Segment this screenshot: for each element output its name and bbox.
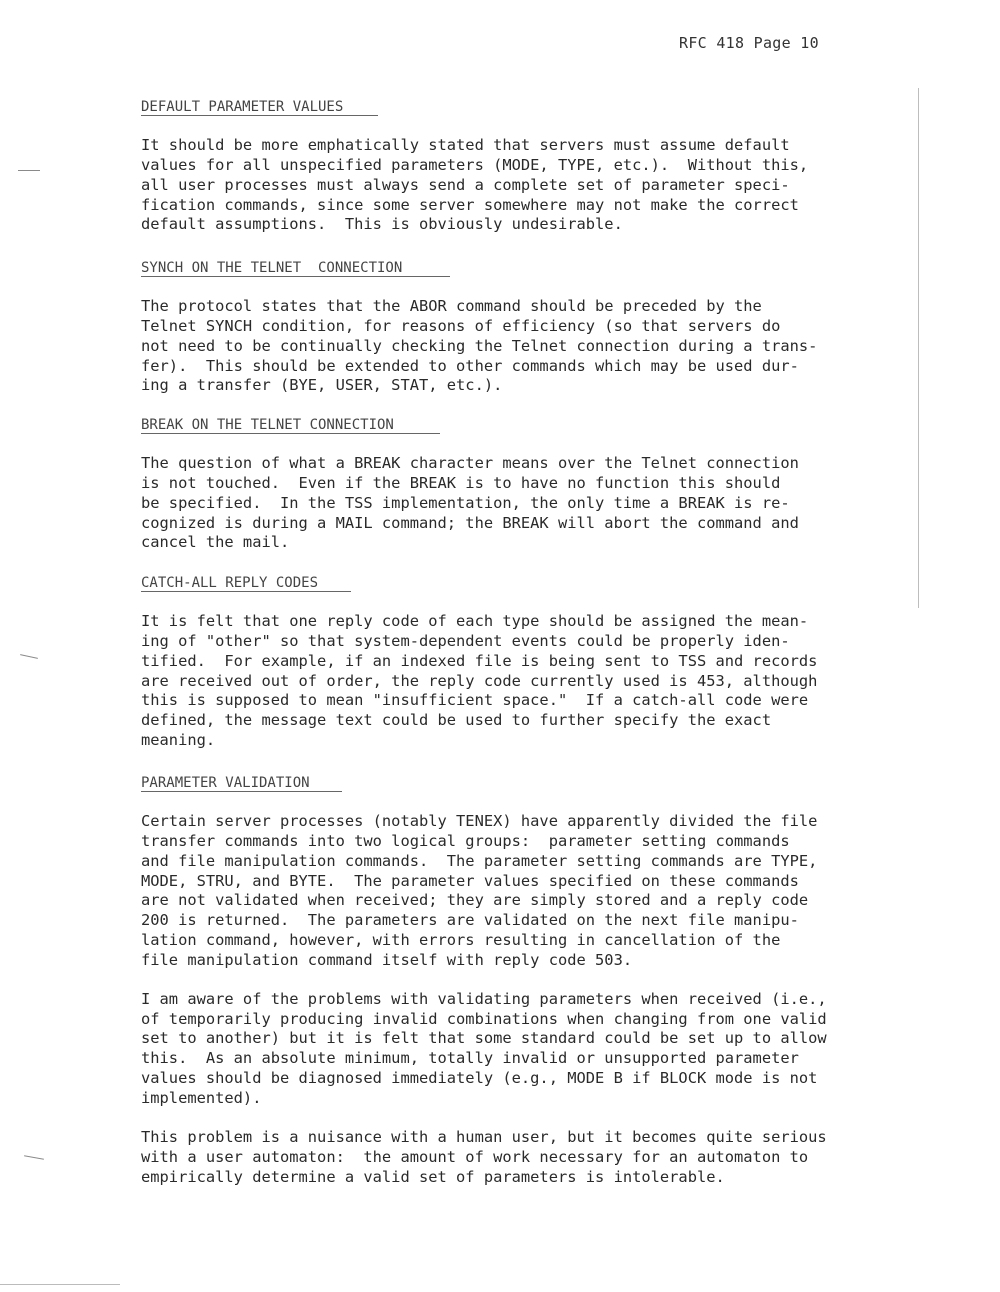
scan-mark: [24, 1155, 44, 1159]
section-synch-on-telnet: [141, 257, 901, 396]
page-header: RFC 418 Page 10: [679, 34, 819, 52]
section-heading: DEFAULT PARAMETER VALUES: [141, 99, 344, 115]
section-heading: SYNCH ON THE TELNET CONNECTION: [141, 260, 403, 276]
scan-mark: [20, 654, 38, 659]
paragraph: The protocol states that the ABOR command should be preceded by the Telnet SYNCH condition, for reasons of efficiency (so that servers do not need to be continually checking the Telnet connection during a trans- fer). This should be extended to other commands which may be used dur- ing a transfer (BYE, USER, STAT, etc.).: [141, 297, 818, 395]
paragraph: The question of what a BREAK character means over the Telnet connection is not touched. Even if the BREAK is to have no function this should be specified. In the TSS implementation, the only time a BREAK is re- cognized is during a MAIL command; the BREAK will abort the command and cancel the mail.: [141, 454, 799, 552]
paragraph: I am aware of the problems with validating parameters when received (i.e., of temporarily producing invalid combinations when changing from one valid set to another) but it is felt that some standard could be set up to allow this. As an absolute minimum, totally invalid or unsupported parameter values should be diagnosed immediately (e.g., MODE B if BLOCK mode is not implemented).: [141, 989, 827, 1107]
margin-change-bar: [918, 88, 919, 608]
scan-mark: [0, 1284, 120, 1285]
section-heading: BREAK ON THE TELNET CONNECTION: [141, 417, 394, 433]
paragraph: This problem is a nuisance with a human user, but it becomes quite serious with a user automaton: the amount of work necessary for an automaton to empirically determine a valid set of parameters is intolerable.: [141, 1127, 827, 1186]
section-catch-all-reply-codes: [141, 572, 901, 751]
paragraph: It should be more emphatically stated that servers must assume default values for all unspecified parameters (MODE, TYPE, etc.). Without this, all user processes must always send a complete set of parameter speci- fication commands, since some server somewhere may not make the correct default assumptions. This is obviously undesirable.: [141, 136, 809, 234]
section-parameter-validation: [141, 772, 901, 1187]
section-default-parameter-values: [141, 96, 901, 235]
section-break-on-telnet: [141, 414, 901, 553]
paragraph: Certain server processes (notably TENEX) have apparently divided the file transfer commands into two logical groups: parameter setting commands and file manipulation commands. The parameter setting commands are TYPE, MODE, STRU, and BYTE. The parameter values specified on these commands are not validated when received; they are simply stored and a reply code 200 is returned. The parameters are validated on the next file manipu- lation command, however, with errors resulting in cancellation of the file manipulation command itself with reply code 503.: [141, 812, 818, 969]
scan-mark: [18, 170, 40, 171]
section-heading: CATCH-ALL REPLY CODES: [141, 575, 319, 591]
paragraph: It is felt that one reply code of each type should be assigned the mean- ing of "other" so that system-dependent events could be properly iden- tified. For example, if an indexed file is being sent to TSS and records are received out of order, the reply code currently used is 453, although this is supposed to mean "insufficient space." If a catch-all code were defined, the message text could be used to further specify the exact meaning.: [141, 612, 818, 750]
section-heading: PARAMETER VALIDATION: [141, 775, 310, 791]
